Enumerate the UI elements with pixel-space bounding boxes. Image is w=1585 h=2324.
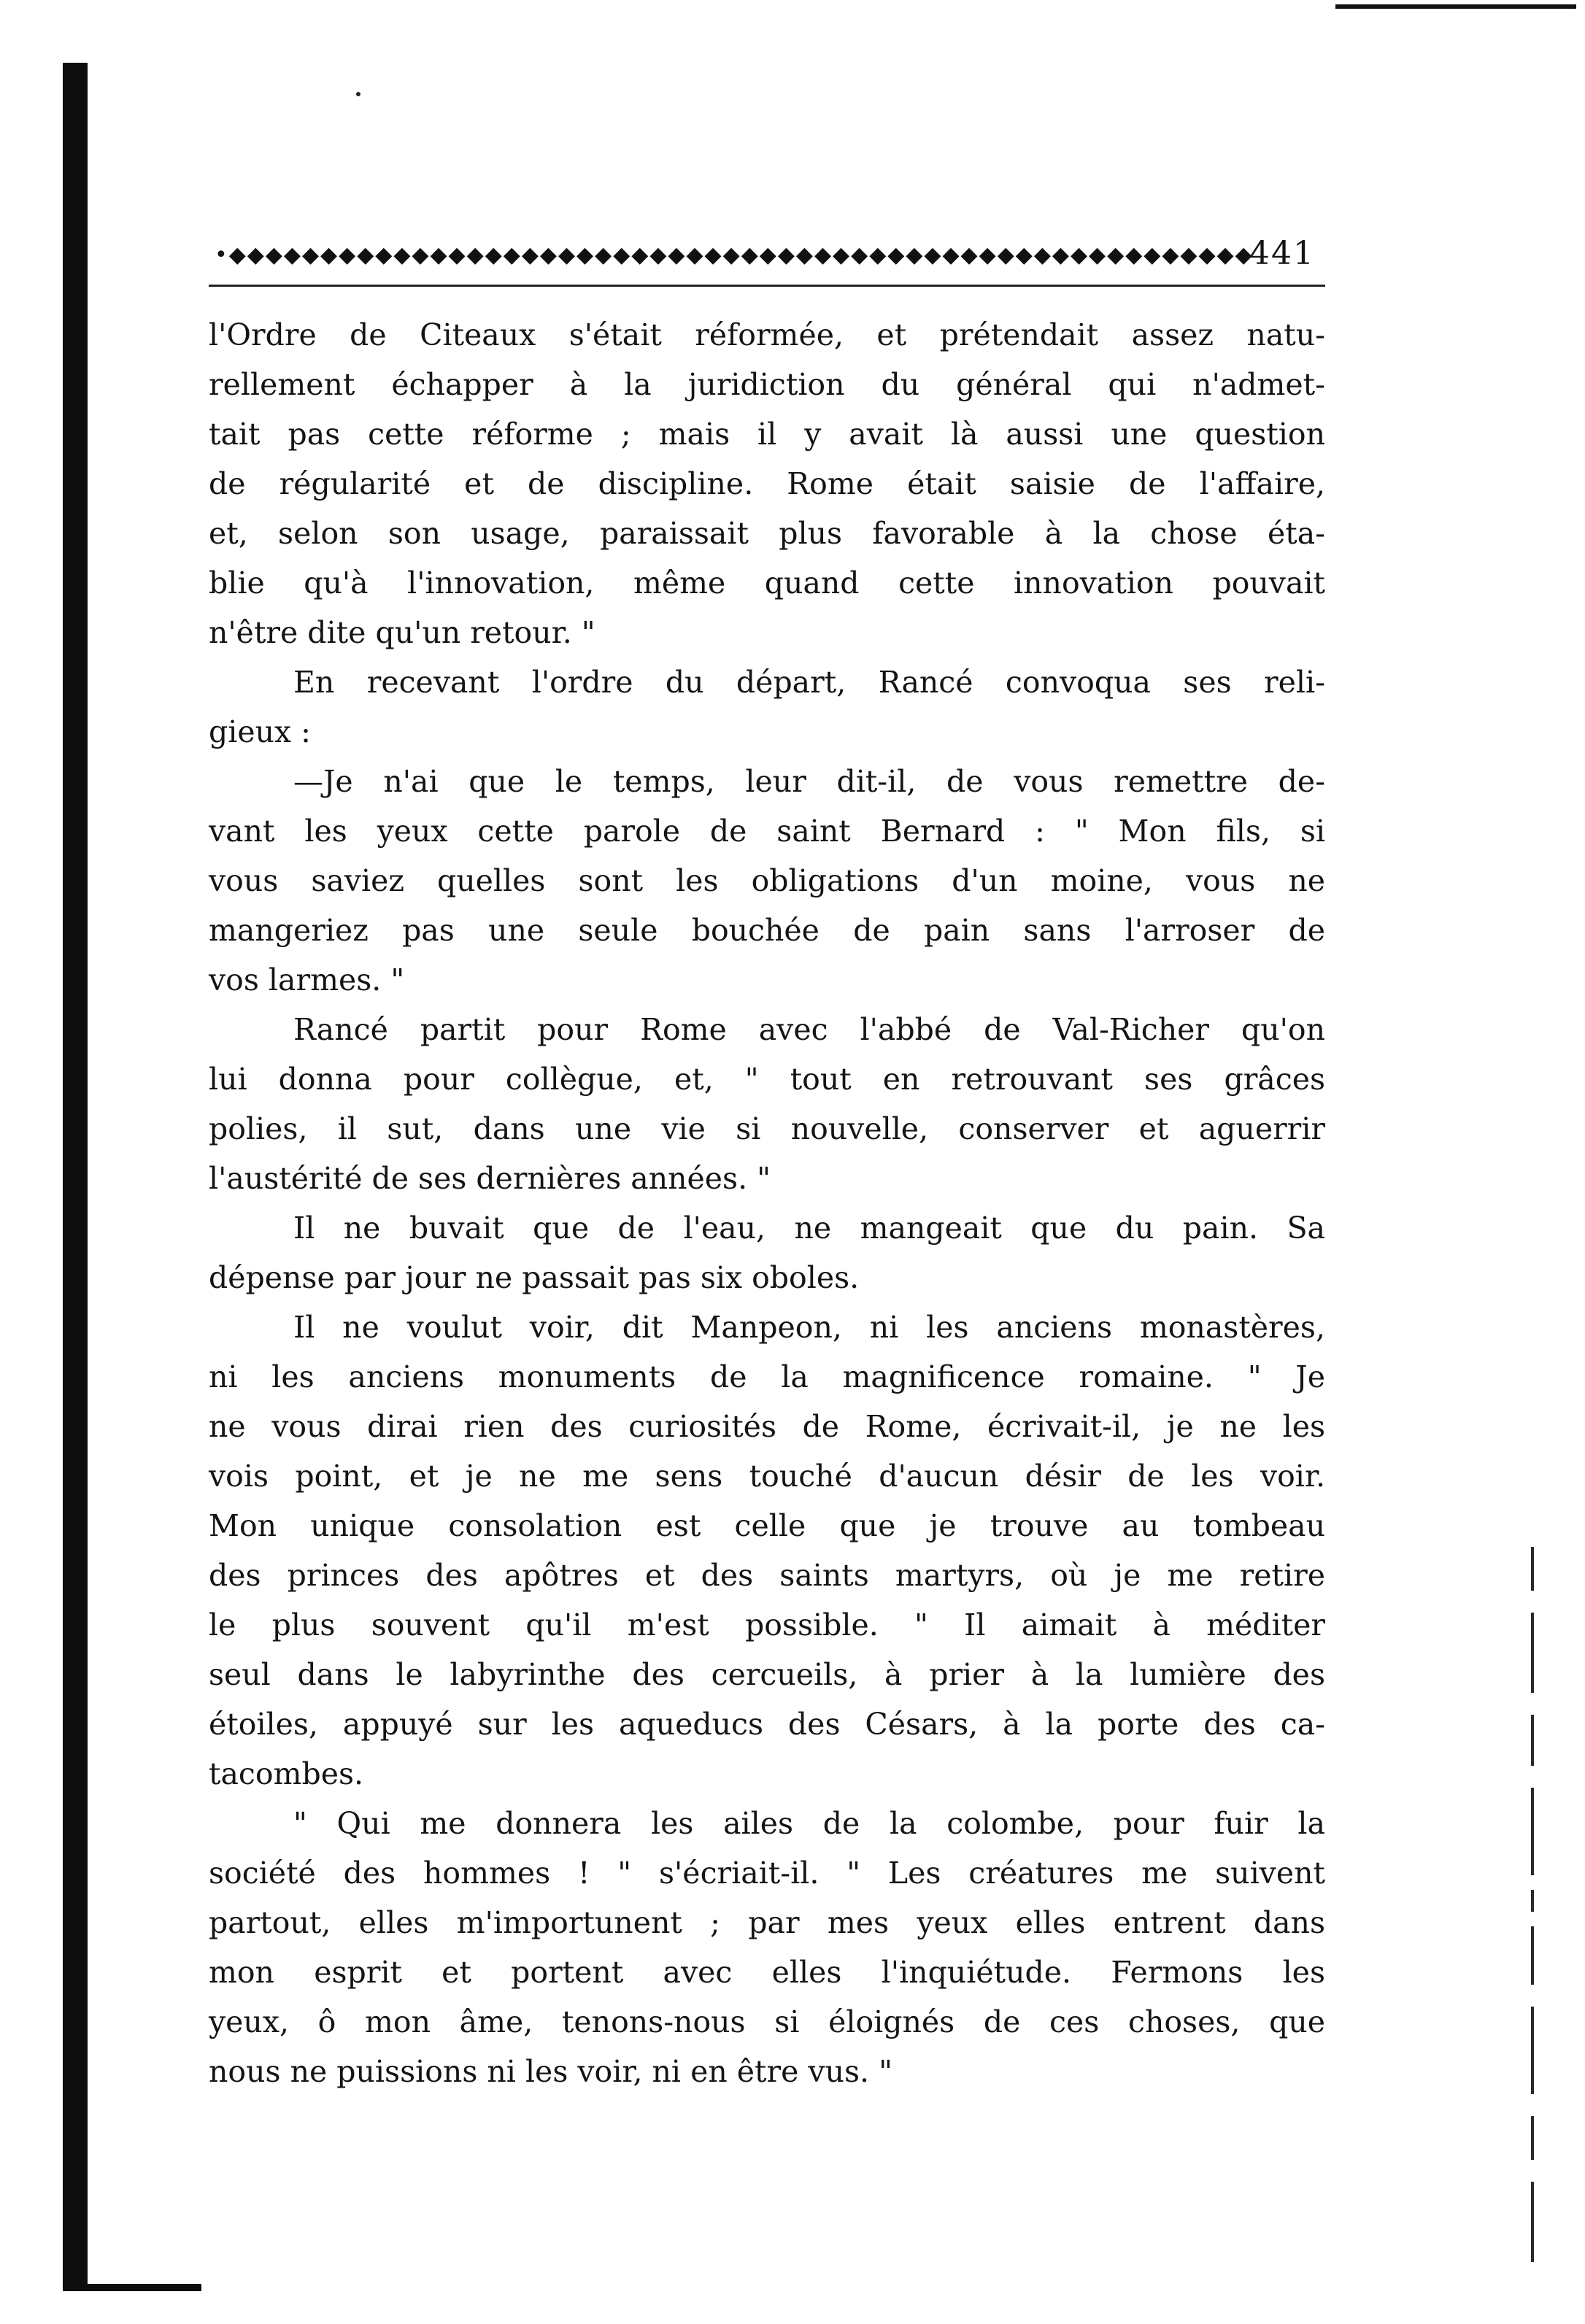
text-line: vant les yeux cette parole de saint Bernard : " Mon fils, si	[209, 814, 1325, 849]
running-header	[209, 219, 1325, 287]
page-number: 441	[1249, 235, 1315, 272]
body-text	[209, 287, 1325, 2096]
binding-foot	[63, 2284, 201, 2291]
text-line: des princes des apôtres et des saints martyrs, où je me retire	[209, 1558, 1325, 1593]
paragraph	[209, 310, 1325, 657]
text-line: ne vous dirai rien des curiosités de Rome, écrivait-il, je ne les	[209, 1409, 1325, 1444]
scan-speck	[356, 92, 360, 96]
scan-edge-marks	[1527, 1547, 1556, 2277]
text-line: Mon unique consolation est celle que je trouve au tombeau	[209, 1508, 1325, 1543]
text-line: de régularité et de discipline. Rome était saisie de l'affaire,	[209, 466, 1325, 501]
text-line: dépense par jour ne passait pas six oboles.	[209, 1260, 860, 1295]
paragraph	[209, 1799, 1325, 2096]
text-line: —Je n'ai que le temps, leur dit-il, de vous remettre de-	[293, 764, 1325, 799]
text-line: tacombes.	[209, 1756, 364, 1791]
text-line: n'être dite qu'un retour. "	[209, 615, 595, 650]
text-line: et, selon son usage, paraissait plus favorable à la chose éta-	[209, 516, 1325, 551]
text-line: société des hommes ! " s'écriait-il. " Les créatures me suivent	[209, 1856, 1325, 1891]
text-line: étoiles, appuyé sur les aqueducs des Césars, à la porte des ca-	[209, 1707, 1325, 1742]
text-line: le plus souvent qu'il m'est possible. " Il aimait à méditer	[209, 1607, 1325, 1642]
paragraph	[209, 657, 1325, 757]
text-line: lui donna pour collègue, et, " tout en retrouvant ses grâces	[209, 1062, 1325, 1097]
text-line: " Qui me donnera les ailes de la colombe, pour fuir la	[293, 1806, 1325, 1841]
text-line: vois point, et je ne me sens touché d'aucun désir de les voir.	[209, 1459, 1325, 1494]
text-line: vos larmes. "	[209, 962, 405, 997]
corner-rule	[1335, 4, 1576, 9]
text-line: Il ne buvait que de l'eau, ne mangeait que du pain. Sa	[293, 1211, 1325, 1246]
text-line: mangeriez pas une seule bouchée de pain sans l'arroser de	[209, 913, 1325, 948]
paragraph	[209, 1005, 1325, 1203]
text-line: polies, il sut, dans une vie si nouvelle, conserver et aguerrir	[209, 1111, 1325, 1146]
text-line: blie qu'à l'innovation, même quand cette innovation pouvait	[209, 565, 1325, 601]
paragraph	[209, 1302, 1325, 1799]
binding-edge	[63, 63, 88, 2288]
text-line: En recevant l'ordre du départ, Rancé convoqua ses reli-	[293, 665, 1325, 700]
text-line: Il ne voulut voir, dit Manpeon, ni les anciens monastères,	[293, 1310, 1325, 1345]
text-line: nous ne puissions ni les voir, ni en être vus. "	[209, 2054, 892, 2089]
text-line: seul dans le labyrinthe des cercueils, à prier à la lumière des	[209, 1657, 1325, 1692]
text-line: rellement échapper à la juridiction du général qui n'admet-	[209, 367, 1325, 402]
paragraph	[209, 1203, 1325, 1302]
text-line: l'Ordre de Citeaux s'était réformée, et prétendait assez natu-	[209, 317, 1325, 352]
text-line: gieux :	[209, 714, 311, 749]
text-line: yeux, ô mon âme, tenons-nous si éloignés de ces choses, que	[209, 2004, 1325, 2039]
text-line: ni les anciens monuments de la magnificence romaine. " Je	[209, 1359, 1325, 1394]
text-line: mon esprit et portent avec elles l'inquiétude. Fermons les	[209, 1955, 1325, 1990]
header-ornament: •◆◆◆◆◆◆◆◆◆◆◆◆◆◆◆◆◆◆◆◆◆◆◆◆◆◆◆◆◆◆◆◆◆◆◆◆◆◆◆◆◆◆◆◆◆◆◆◆◆◆◆◆◆◆◆◆	[215, 242, 1254, 268]
book-page	[209, 219, 1325, 2096]
text-line: Rancé partit pour Rome avec l'abbé de Val-Richer qu'on	[293, 1012, 1325, 1047]
text-line: tait pas cette réforme ; mais il y avait là aussi une question	[209, 417, 1325, 452]
text-line: vous saviez quelles sont les obligations d'un moine, vous ne	[209, 863, 1325, 898]
text-line: partout, elles m'importunent ; par mes yeux elles entrent dans	[209, 1905, 1325, 1940]
paragraph	[209, 757, 1325, 1005]
text-line: l'austérité de ses dernières années. "	[209, 1161, 771, 1196]
